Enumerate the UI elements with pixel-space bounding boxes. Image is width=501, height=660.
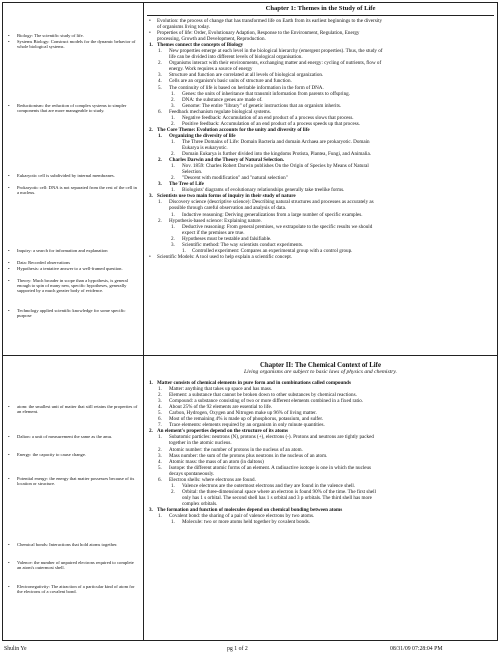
outline-marker: 1. — [158, 513, 162, 520]
chapter-1-main — [144, 3, 497, 355]
bullet-icon: • — [8, 39, 10, 44]
outline-marker: 2. — [158, 446, 162, 453]
outline-text: Positive feedback: Accumulation of an end product of a process speeds up that process. — [182, 120, 360, 127]
outline-marker: 4. — [158, 404, 162, 411]
outline-text: life can be divided into different levels of biological organisation. — [169, 54, 303, 61]
outline-text: Genes: the units of inheritance that transmit information from parents to offspring. — [182, 90, 350, 97]
bullet-icon: • — [8, 308, 10, 313]
side-note — [8, 33, 139, 38]
side-note-text: Chemical bonds: Interactions that hold atoms together. — [17, 542, 118, 547]
side-note — [8, 542, 139, 547]
outline-text: New properties emerge at each level in the biological hierarchy (emergent properties). Thus, the study of — [169, 48, 383, 55]
outline-text: Structure and function are correlated at all levels of biological organization. — [169, 72, 324, 79]
outline-text: Orbital: the three-dimensional space where an electron is found 90% of the time. The first shell — [182, 488, 376, 495]
outline-text: The Core Theme: Evolution accounts for the unity and diversity of life — [157, 126, 310, 133]
chapter-2-title: Chapter II: The Chemical Context of Life — [260, 362, 381, 369]
outline-text: Scientists use two main forms of inquiry in their study of nature — [157, 193, 296, 200]
outline-text: Mass number: the sum of the protons plus neutrons in the nucleus of an atom. — [169, 452, 328, 459]
outline-text: energy. Work requires a source of energy — [169, 66, 253, 73]
side-note-text: Eukaryotic cell is subdivided by internal membranes. — [17, 173, 115, 178]
bullet-icon: • — [8, 584, 10, 589]
outline-marker: 2. — [158, 217, 162, 224]
side-note — [8, 260, 139, 265]
outline-text: Inductive reasoning: Deriving generalizations from a large number of specific examples. — [182, 211, 363, 218]
bullet-icon: • — [8, 103, 10, 108]
outline-marker: 2. — [149, 126, 153, 133]
outline-marker: 2. — [158, 60, 162, 67]
outline-text: Evolution: the process of change that has transformed life on Earth from its earliest beginnings to the diversity — [157, 18, 383, 24]
outline-text: possible through careful observation and analysis of data. — [169, 205, 287, 212]
side-note — [8, 185, 139, 196]
side-note — [8, 404, 139, 415]
outline-marker: 1. — [158, 132, 162, 139]
side-note — [8, 584, 139, 595]
bullet-icon: • — [8, 434, 10, 439]
outline-marker: 1. — [171, 211, 175, 218]
outline-text: complex orbitals. — [182, 500, 218, 507]
chapter-2-outline — [147, 380, 494, 525]
outline-text: Compound: a substance consisting of two or more different elements combined in a fixed ratio. — [169, 398, 364, 405]
notes-sheet — [2, 2, 498, 641]
outline-text: The Tree of Life — [169, 181, 204, 188]
outline-marker: 1. — [171, 114, 175, 121]
outline-text: Genome: The entire "library" of genetic instructions that an organism inherits. — [182, 102, 342, 109]
outline-marker: 6. — [158, 476, 162, 483]
chapter-1-section — [3, 3, 497, 355]
bullet-icon: • — [8, 248, 10, 253]
outline-marker: 2. — [171, 488, 175, 495]
bullet-icon: • — [8, 278, 10, 283]
outline-marker: 2. — [158, 157, 162, 164]
side-note — [8, 103, 139, 114]
footer-page-number: pg 1 of 2 — [227, 646, 248, 652]
outline-marker: 1. — [171, 482, 175, 489]
outline-marker: 7. — [158, 422, 162, 429]
bullet-icon: • — [8, 260, 10, 265]
outline-marker: 1. — [171, 519, 175, 526]
outline-text: Matter consists of chemical elements in pure form and in combinations called compounds — [157, 380, 351, 386]
outline-marker: • — [149, 30, 151, 37]
outline-text: Matter: anything that takes up space and has mass. — [169, 386, 273, 393]
side-note-text: Biology: The scientific study of life. — [17, 33, 84, 38]
outline-marker: 4. — [158, 458, 162, 465]
outline-marker: 1. — [149, 42, 153, 49]
outline-text: Scientific Models: A tool used to help explain a scientific concept. — [157, 253, 293, 260]
chapter-2-section — [3, 356, 497, 642]
outline-text: Eukarya is eukaryotic. — [182, 144, 228, 151]
outline-text: Negative feedback: Accumulation of an end product of a process slows that process. — [182, 114, 354, 121]
side-note — [8, 434, 139, 439]
outline-text: Nov. 1859: Charles Robert Darwin publishes On the Origin of Species by Means of Natural — [182, 163, 369, 170]
outline-text: Organisms interact with their environments, exchanging matter and energy: cycling of nutrients, flow of — [169, 60, 382, 67]
outline-text: Carbon, Hydrogen, Oxygen and Nitrogen make up 96% of living matter. — [169, 410, 317, 417]
outline-text: Atomic number: the number of protons in the nucleus of an atom. — [169, 446, 303, 453]
bullet-icon: • — [8, 173, 10, 178]
outline-text: Controlled experiment: Compares an experimental group with a control group. — [192, 247, 353, 254]
outline-text: Molecule: two or more atoms held together by covalent bonds. — [182, 519, 310, 526]
outline-marker: • — [149, 18, 151, 24]
bullet-icon: • — [8, 404, 10, 409]
outline-text: Trace elements: elements required by an organism in only minute quantities. — [169, 422, 325, 429]
outline-line — [147, 254, 494, 260]
outline-text: Charles Darwin and the Theory of Natural Selection. — [169, 157, 285, 164]
outline-text: processing, Growth and Development, Reproduction. — [157, 36, 266, 43]
outline-marker: 1. — [171, 223, 175, 230]
outline-text: The continuity of life is based on heritable information in the form of DNA. — [169, 84, 324, 91]
outline-text: Isotope: the different atomic forms of an element. A radioactive isotope is one in which the nucleus — [169, 464, 372, 471]
outline-text: Discovery science (descriptive science): Describing natural structures and processes as accurately as — [169, 199, 374, 206]
outline-text: Atomic mass: the mass of an atom (in daltons) — [169, 458, 264, 465]
outline-text: together in the atomic nucleus. — [169, 440, 232, 447]
side-note — [8, 248, 139, 253]
bullet-icon: • — [8, 185, 10, 190]
outline-text: Biologists' diagrams of evolutionary relationships generally take treelike forms. — [182, 187, 345, 194]
side-note-text: Systems Biology: Construct models for the dynamic behavior of whole biological systems. — [17, 39, 136, 50]
outline-marker: 2. — [158, 392, 162, 399]
page-footer — [2, 641, 498, 658]
outline-marker: 1. — [171, 187, 175, 194]
outline-text: of organisms living today. — [157, 24, 211, 31]
outline-marker: 1. — [149, 380, 153, 386]
outline-text: decays spontaneously. — [169, 470, 215, 477]
outline-marker: 3. — [158, 452, 162, 459]
outline-text: About 25% of the 92 elements are essential to life. — [169, 404, 272, 411]
outline-marker: 2. — [149, 428, 153, 435]
outline-line — [147, 519, 494, 525]
outline-text: An element's properties depend on the structure of its atoms — [157, 428, 288, 435]
side-note-text: Technology applied scientific knowledge for some specific purpose — [17, 308, 126, 319]
outline-text: DNA: the substance genes are made of. — [182, 96, 263, 103]
outline-marker: 3. — [171, 102, 175, 109]
side-note-text: Inquiry: a search for information and explanation — [17, 248, 108, 253]
bullet-icon: • — [8, 542, 10, 547]
outline-marker: 1. — [171, 90, 175, 97]
outline-text: expect if the premises are true. — [182, 229, 245, 236]
chapter-1-title: Chapter 1: Themes in the Study of Life — [147, 3, 494, 16]
outline-text: Organizing the diversity of life — [169, 132, 236, 139]
chapter-2-main — [144, 356, 497, 642]
outline-marker: 3. — [149, 506, 153, 513]
outline-text: Properties of life: Order, Evolutionary Adaption, Response to the Environment, Regulation, Energy — [157, 30, 360, 37]
outline-text: Covalent bond: the sharing of a pair of valence electrons by two atoms. — [169, 513, 315, 520]
side-note — [8, 308, 139, 319]
side-note — [8, 476, 139, 487]
footer-author: Shulin Ye — [4, 646, 27, 652]
outline-marker: 5. — [158, 84, 162, 91]
outline-marker: 2. — [171, 96, 175, 103]
outline-text: Hypothesis-based science: Explaining nature. — [169, 217, 262, 224]
outline-text: Scientific method: The way scientists conduct experiments. — [182, 241, 304, 248]
footer-date: 08/31/09 07:28:04 PM — [390, 646, 443, 652]
chapter-2-side-notes — [3, 356, 143, 642]
outline-marker: 1. — [158, 434, 162, 441]
outline-marker: 1. — [158, 386, 162, 393]
bullet-icon: • — [8, 266, 10, 271]
side-note-text: Potential energy: the energy that matter possesses because of its location or structure. — [17, 476, 135, 487]
side-note-text: Data: Recorded observations — [17, 260, 71, 265]
outline-text: Electron shells: where electrons are found. — [169, 476, 256, 483]
outline-text: Cells are an organism's basic units of structure and function. — [169, 78, 292, 85]
side-note-text: Dalton: a unit of measurement the same as the amu. — [17, 434, 113, 439]
outline-text: "Descent with modification" and "natural selection" — [182, 175, 288, 182]
outline-text: Deductive reasoning: From general premises, we extrapolate to the specific results we should — [182, 223, 373, 230]
outline-marker: 2. — [171, 235, 175, 242]
side-note-text: atom: the smallest unit of matter that still retains the properties of an element. — [17, 404, 138, 415]
outline-marker: 3. — [158, 181, 162, 188]
outline-marker: 2. — [171, 151, 175, 158]
side-note — [8, 560, 139, 571]
outline-text: Selection. — [182, 169, 203, 176]
outline-marker: 3. — [171, 241, 175, 248]
outline-text: Most of the remaining 4% is made up of phosphorus, potassium, and sulfer. — [169, 416, 324, 423]
side-note-text: Reductionism: the reduction of complex systems to simpler components that are more manageable to study. — [17, 103, 127, 114]
outline-text: Hypotheses must be testable and falsifiable. — [182, 235, 272, 242]
outline-text: Domain Eukarya is further divided into the kingdoms Protista, Plantea, Fungi, and Animalia. — [182, 151, 372, 158]
outline-text: The Three Domains of Life: Domain Bacteria and domain Archaea are prokaryotic. Domain — [182, 138, 370, 145]
outline-marker: 1. — [182, 247, 186, 254]
outline-text: Feedback mechanism regulate biological systems. — [169, 108, 271, 115]
side-note — [8, 266, 139, 271]
outline-text: Themes connect the concepts of Biology — [157, 42, 244, 49]
outline-marker: 1. — [158, 48, 162, 55]
side-note-text: Theory: Much broader in scope than a hypothesis, is general enough to spin of many new, specific hypotheses, generally supported by a much greater body of evidence. — [17, 278, 128, 294]
outline-text: Subatomic particles: neutrons (N), protons (+), electrons (-). Protons and neutrons are tightly packed — [169, 434, 374, 441]
outline-text: Element: a substance that cannot be broken down to other substances by chemical reactions. — [169, 392, 357, 399]
outline-marker: 2. — [171, 175, 175, 182]
outline-marker: 1. — [171, 138, 175, 145]
outline-marker: 5. — [158, 464, 162, 471]
side-note — [8, 278, 139, 294]
bullet-icon: • — [8, 560, 10, 565]
side-note-text: Hypothesis: a tentative answer to a well-framed question. — [17, 266, 123, 271]
outline-marker: 2. — [171, 120, 175, 127]
bullet-icon: • — [8, 476, 10, 481]
outline-marker: 1. — [171, 163, 175, 170]
outline-marker: 6. — [158, 416, 162, 423]
side-note-text: Valence: the number of unpaired electrons required to complete an atom's outermost shell. — [17, 560, 134, 571]
bullet-icon: • — [8, 452, 10, 457]
outline-text: The formation and function of molecules depend on chemical bonding between atoms — [157, 506, 343, 513]
side-note — [8, 452, 139, 457]
outline-marker: 5. — [158, 410, 162, 417]
outline-marker: 6. — [158, 108, 162, 115]
outline-marker: 3. — [149, 193, 153, 200]
bullet-icon: • — [8, 33, 10, 38]
outline-text: only has 1 s orbital. The second shell has 1 s orbital and 3 p orbitals. The third shell has more — [182, 494, 372, 501]
outline-marker: • — [149, 253, 151, 260]
outline-marker: 4. — [158, 78, 162, 85]
side-note — [8, 173, 139, 178]
side-note — [8, 39, 139, 50]
chapter-1-side-notes — [3, 3, 143, 355]
outline-marker: 3. — [158, 72, 162, 79]
outline-marker: 1. — [158, 199, 162, 206]
side-note-text: Energy: the capacity to cause change. — [17, 452, 87, 457]
outline-marker: 3. — [158, 398, 162, 405]
outline-text: Valence electrons are the outermost electrons and they are found in the valence shell. — [182, 482, 356, 489]
chapter-1-outline — [147, 16, 494, 260]
side-note-text: Electronegativity: The attraction of a particular kind of atom for the electrons of a covalent bond. — [17, 584, 135, 595]
chapter-2-subtitle: Living organisms are subject to basic laws of physics and chemistry. — [244, 369, 397, 375]
side-note-text: Prokaryotic cell: DNA is not separated from the rest of the cell in a nucleus. — [17, 185, 137, 196]
